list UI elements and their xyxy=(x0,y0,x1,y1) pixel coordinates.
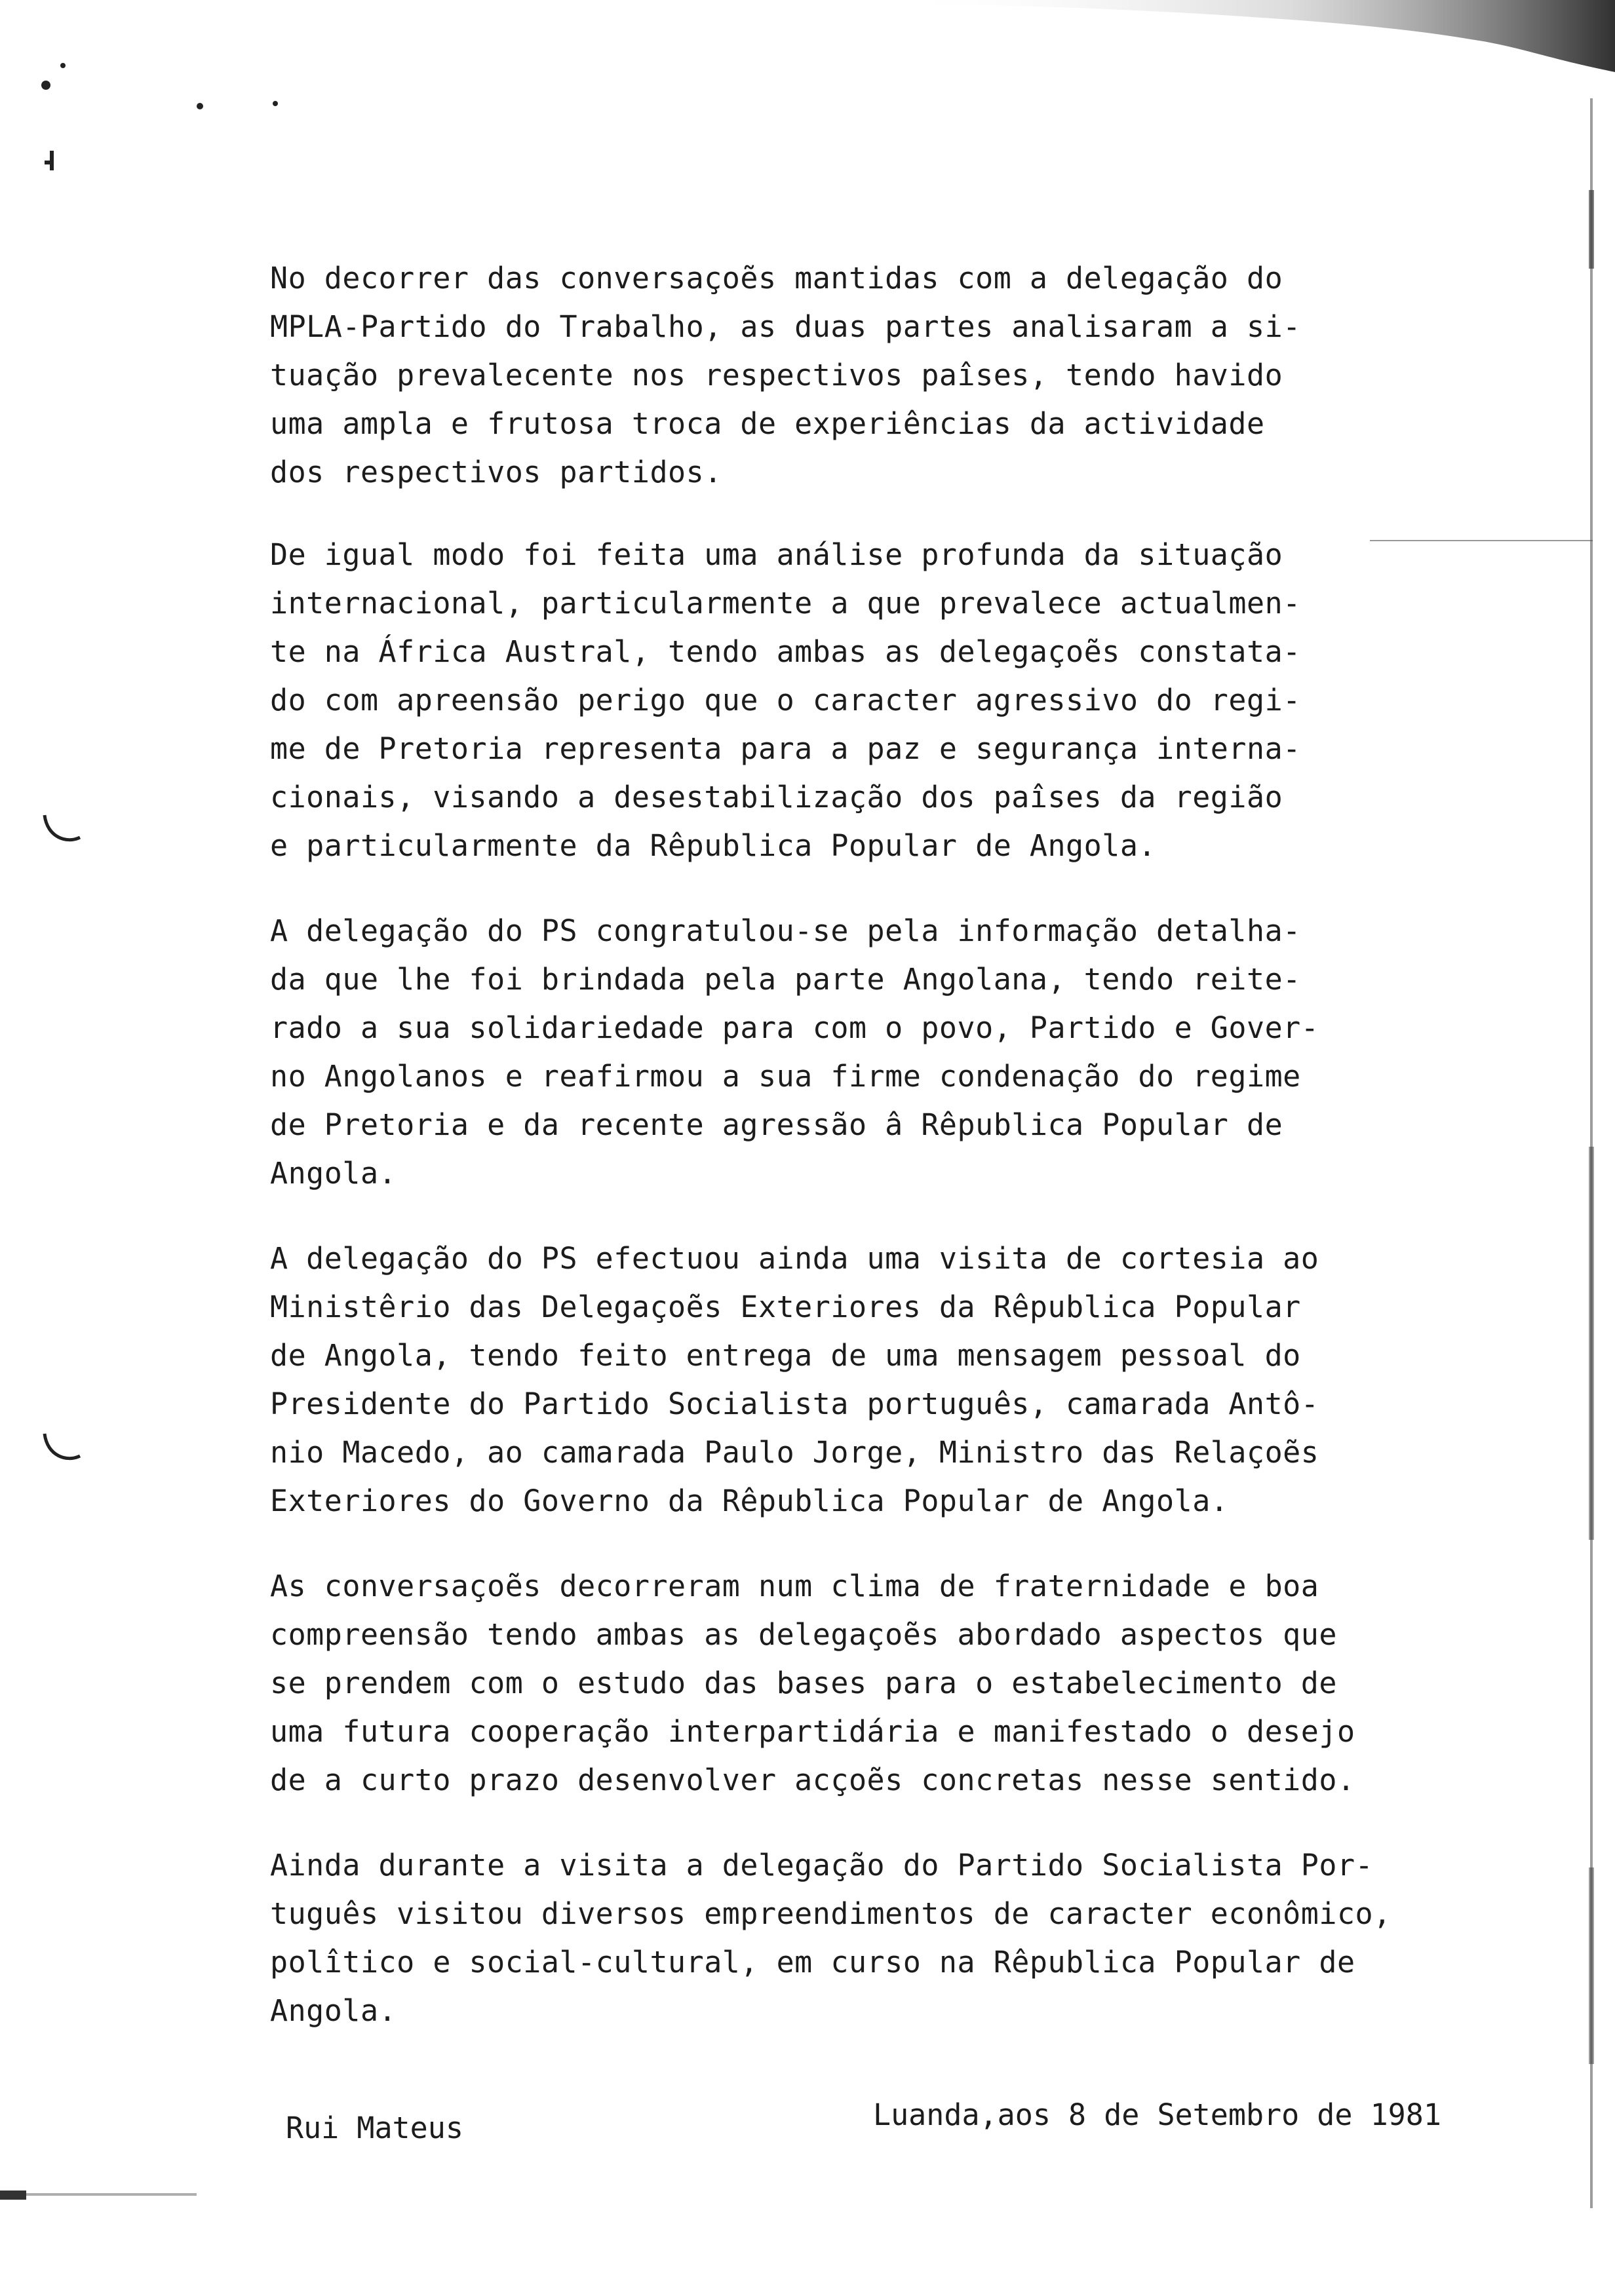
scan-edge-line xyxy=(1585,98,1599,2208)
scan-smudge-top xyxy=(894,0,1615,98)
punch-hole-mark xyxy=(41,811,83,848)
signer-name: Rui Mateus xyxy=(286,2111,463,2145)
scan-smudge-bottom xyxy=(0,2185,210,2205)
letter-body xyxy=(270,254,1515,2072)
place-and-date: Luanda,aos 8 de Setembro de 1981 xyxy=(873,2097,1441,2132)
paragraph-6: Ainda durante a visita a delegação do Partido Socialista Por- tuguês visitou diversos empreendimentos de caracter econômico, polîtico e social-cultural, em curso na Rêpublica Popular de Angola. xyxy=(270,1848,1391,2028)
paragraph-5: As conversaçoẽs decorreram num clima de fraternidade e boa compreensão tendo ambas as delegaçoẽs abordado aspectos que se prendem com o estudo das bases para o estabelecimento de uma futura cooperação interpartidária e manifestado o desejo de a curto prazo desenvolver acçoẽs concretas nesse sentido. xyxy=(270,1569,1355,1797)
paragraph-3: A delegação do PS congratulou-se pela informação detalha- da que lhe foi brindada pela parte Angolana, tendo reite- rado a sua solidariedade para com o povo, Partido e Gover- no Angolanos e reafirmou a sua firme condenação do regime de Pretoria e da recente agressão â Rêpublica Popular de Angola. xyxy=(270,913,1319,1191)
paragraph-4: A delegação do PS efectuou ainda uma visita de cortesia ao Ministêrio das Delegaçoẽs Exteriores da Rêpublica Popular de Angola, tendo feito entrega de uma mensagem pessoal do Presidente do Partido Socialista português, camarada Antô- nio Macedo, ao camarada Paulo Jorge, Ministro das Relaçoẽs Exteriores do Governo da Rêpublica Popular de Angola. xyxy=(270,1241,1319,1518)
punch-hole-mark xyxy=(41,1430,83,1466)
paragraph-2: De igual modo foi feita uma análise profunda da situação internacional, particularmente a que prevalece actualmen- te na África Austral, tendo ambas as delegaçoẽs constata- do com apreensão perigo que o caracter agressivo do regi- me de Pretoria representa para a paz e segurança interna- cionais, visando a desestabilização dos paîses da região e particularmente da Rêpublica Popular de Angola. xyxy=(270,537,1301,863)
paragraph-1: No decorrer das conversaçoẽs mantidas com a delegação do MPLA-Partido do Trabalho, as duas partes analisaram a si- tuação prevalecente nos respectivos paîses, tendo havido uma ampla e frutosa troca de experiências da actividade dos respectivos partidos. xyxy=(270,261,1301,489)
scan-specks xyxy=(26,46,302,216)
